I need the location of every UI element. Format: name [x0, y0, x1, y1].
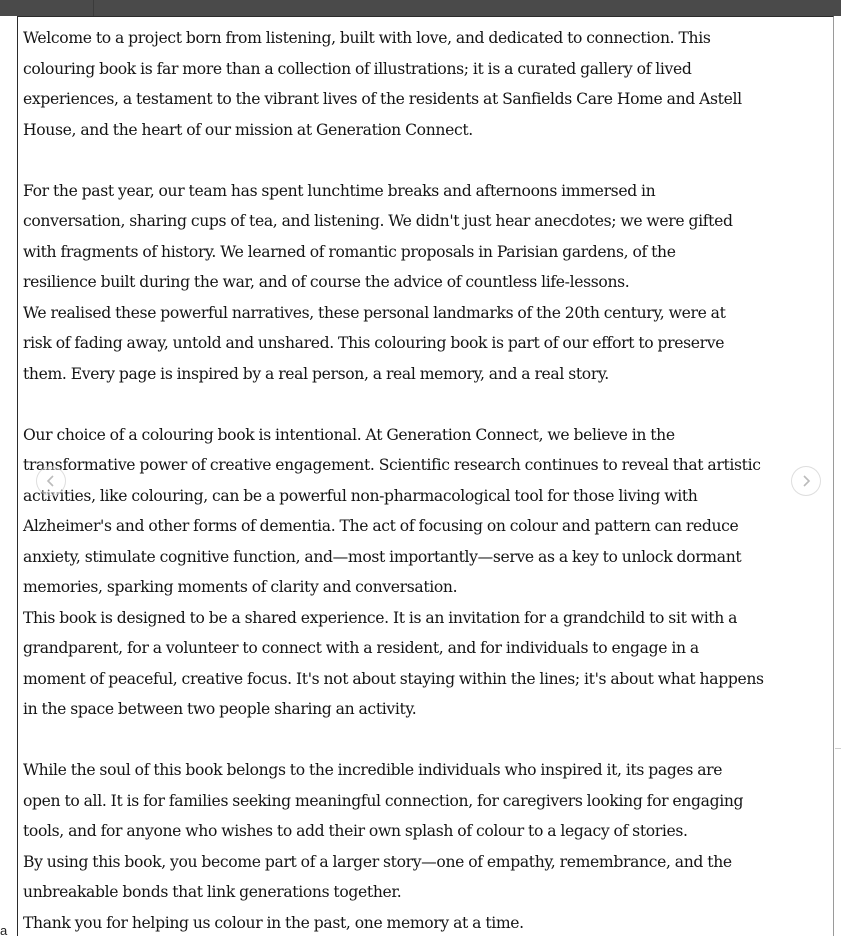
text-line: them. Every page is inspired by a real person, a real memory, and a real story.	[23, 364, 609, 383]
text-line: Alzheimer's and other forms of dementia. The act of focusing on colour and pattern can reduce	[23, 517, 739, 535]
text-line: transformative power of creative engagement. Scientific research continues to reveal that artistic	[23, 456, 761, 474]
text-line: anxiety, stimulate cognitive function, and—most importantly—serve as a key to unlock dormant	[23, 547, 742, 566]
paragraph	[23, 176, 837, 390]
document-text	[23, 23, 837, 936]
text-line: Welcome to a project born from listening, built with love, and dedicated to connection. This	[23, 29, 711, 47]
gutter-divider	[835, 748, 841, 749]
text-line: unbreakable bonds that link generations together.	[23, 883, 402, 901]
text-line: House, and the heart of our mission at Generation Connect.	[23, 120, 473, 139]
carousel-prev-button[interactable]	[36, 466, 66, 496]
text-line: Our choice of a colouring book is intentional. At Generation Connect, we believe in the	[23, 425, 675, 444]
text-line: open to all. It is for families seeking meaningful connection, for caregivers looking for engaging	[23, 791, 744, 810]
text-line: While the soul of this book belongs to the incredible individuals who inspired it, its pages are	[23, 761, 723, 779]
text-line: colouring book is far more than a collection of illustrations; it is a curated gallery of lived	[23, 59, 692, 78]
text-line: resilience built during the war, and of course the advice of countless life-lessons.	[23, 273, 630, 291]
paragraph	[23, 755, 837, 936]
paragraph	[23, 23, 837, 145]
text-line: risk of fading away, untold and unshared. This colouring book is part of our effort to preserve	[23, 334, 725, 352]
chevron-left-icon	[45, 474, 57, 488]
viewer-top-bar	[0, 0, 841, 16]
text-line: conversation, sharing cups of tea, and listening. We didn't just hear anecdotes; we were gifted	[23, 212, 733, 230]
paragraph-spacer	[23, 145, 837, 176]
text-line: grandparent, for a volunteer to connect with a resident, and for individuals to engage in a	[23, 639, 699, 657]
text-line: tools, and for anyone who wishes to add their own splash of colour to a legacy of stories.	[23, 822, 688, 840]
top-bar-divider	[93, 0, 94, 16]
text-line: activities, like colouring, can be a powerful non-pharmacological tool for those living with	[23, 486, 698, 505]
text-line: memories, sparking moments of clarity and conversation.	[23, 578, 458, 596]
chevron-right-icon	[800, 474, 812, 488]
text-line: experiences, a testament to the vibrant lives of the residents at Sanfields Care Home and Astell	[23, 90, 742, 108]
text-line: Thank you for helping us colour in the past, one memory at a time.	[23, 913, 524, 932]
document-page	[17, 16, 834, 936]
paragraph-spacer	[23, 725, 837, 756]
text-line: with fragments of history. We learned of romantic proposals in Parisian gardens, of the	[23, 242, 676, 261]
carousel-next-button[interactable]	[791, 466, 821, 496]
left-edge-text: a	[0, 923, 8, 936]
text-line: This book is designed to be a shared experience. It is an invitation for a grandchild to sit with a	[23, 608, 738, 627]
text-line: We realised these powerful narratives, these personal landmarks of the 20th century, were at	[23, 303, 726, 322]
text-line: By using this book, you become part of a larger story—one of empathy, remembrance, and the	[23, 852, 732, 871]
paragraph	[23, 420, 837, 725]
text-line: moment of peaceful, creative focus. It's not about staying within the lines; it's about what happens	[23, 669, 764, 688]
text-line: in the space between two people sharing an activity.	[23, 700, 417, 718]
right-gutter	[835, 16, 841, 936]
paragraph-spacer	[23, 389, 837, 420]
text-line: For the past year, our team has spent lunchtime breaks and afternoons immersed in	[23, 181, 656, 200]
left-page-strip	[0, 16, 17, 936]
